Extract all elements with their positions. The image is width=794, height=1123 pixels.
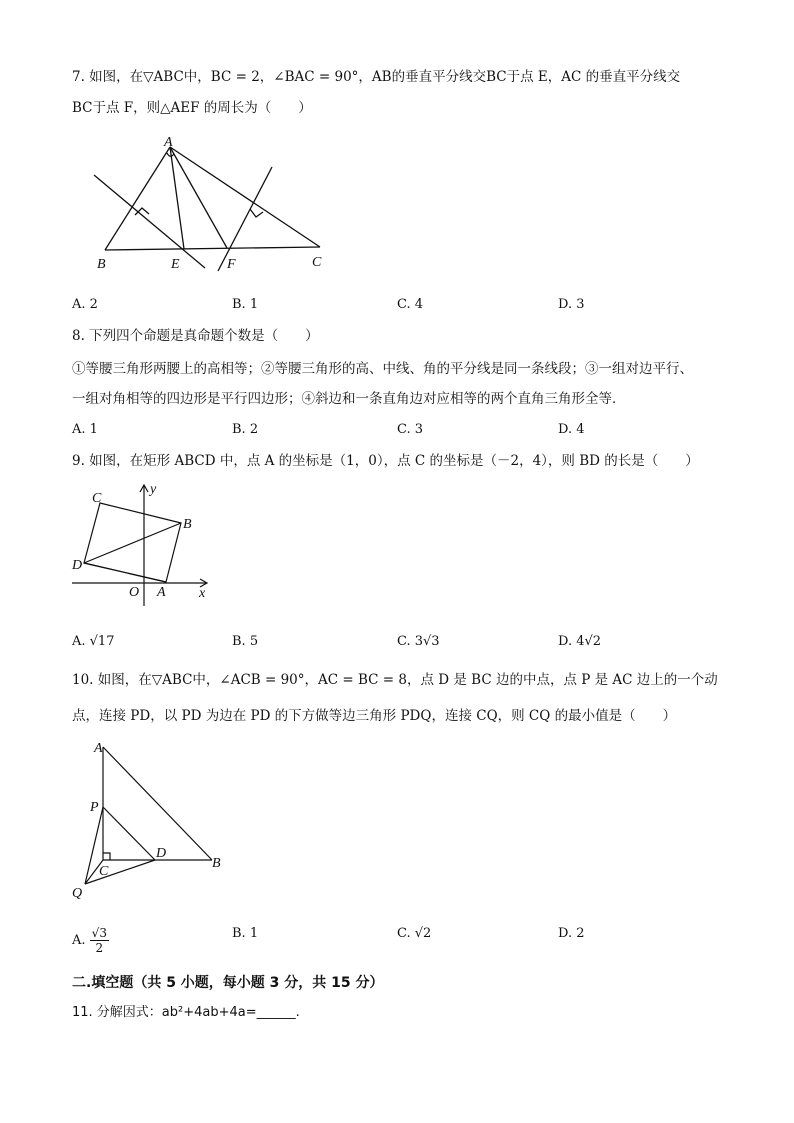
- section-2-title: 二.填空题（共 5 小题，每小题 3 分，共 15 分）: [72, 975, 384, 991]
- q7-option-a[interactable]: A. 2: [72, 297, 98, 312]
- q10-stem-line2: 点，连接 PD，以 PD 为边在 PD 的下方做等边三角形 PDQ，连接 CQ，则 CQ 的最小值是（ ）: [72, 708, 677, 724]
- q7-label-F: F: [227, 257, 236, 272]
- q10-option-c[interactable]: C. √2: [397, 926, 432, 941]
- q7-options: [72, 297, 722, 317]
- q9-option-c[interactable]: C. 3√3: [397, 634, 440, 649]
- q9-label-D: D: [72, 558, 83, 573]
- q8-option-c[interactable]: C. 3: [397, 422, 424, 437]
- q7-figure: [80, 135, 340, 275]
- q10-label-A: A: [94, 741, 103, 756]
- q7-label-E: E: [171, 257, 180, 272]
- q10-label-C: C: [99, 864, 109, 879]
- q8-option-d[interactable]: D. 4: [558, 422, 585, 437]
- q9-option-a[interactable]: A. √17: [72, 634, 115, 649]
- q7-option-b[interactable]: B. 1: [232, 297, 259, 312]
- q10-option-a-fraction: [90, 926, 109, 955]
- q7-option-c[interactable]: C. 4: [397, 297, 424, 312]
- q10-label-D: D: [156, 846, 167, 861]
- q7-stem-line2: BC于点 F，则△AEF 的周长为（ ）: [72, 100, 312, 116]
- q9-label-O: O: [129, 585, 140, 600]
- q9-stem: 9. 如图，在矩形 ABCD 中，点 A 的坐标是（1，0），点 C 的坐标是（－2，4），则 BD 的长是（ ）: [72, 453, 699, 469]
- q10-label-Q: Q: [72, 886, 83, 901]
- q7-label-B: B: [97, 257, 106, 272]
- q10-option-a[interactable]: [72, 926, 109, 955]
- q10-label-B: B: [212, 856, 221, 871]
- q8-options: [72, 422, 722, 442]
- q10-label-P: P: [90, 800, 99, 815]
- q9-options: [72, 634, 722, 654]
- q10-option-a-numerator: √3: [91, 926, 107, 940]
- q7-stem-line1: 7. 如图，在▽ABC中，BC = 2，∠BAC = 90°，AB的垂直平分线交BC于点 E，AC 的垂直平分线交: [72, 69, 681, 85]
- q8-stem: 8. 下列四个命题是真命题个数是（ ）: [72, 328, 319, 344]
- q10-option-b[interactable]: B. 1: [232, 926, 259, 941]
- q9-label-C: C: [92, 491, 102, 506]
- q9-figure: [66, 478, 226, 608]
- q8-statement-line1: ①等腰三角形两腰上的高相等；②等腰三角形的高、中线、角的平分线是同一条线段；③一组对边平行、: [72, 361, 693, 377]
- q10-figure: [66, 735, 236, 905]
- q10-option-a-prefix: A.: [72, 933, 86, 948]
- q9-label-B: B: [183, 517, 192, 532]
- q7-label-C: C: [312, 255, 322, 270]
- q8-option-b[interactable]: B. 2: [232, 422, 259, 437]
- q10-option-d[interactable]: D. 2: [558, 926, 585, 941]
- q7-label-A: A: [164, 135, 173, 150]
- q11-stem: 11. 分解因式：ab²+4ab+4a=______.: [72, 1005, 300, 1020]
- q9-option-d[interactable]: D. 4√2: [558, 634, 602, 649]
- q8-option-a[interactable]: A. 1: [72, 422, 98, 437]
- q10-options: [72, 918, 722, 954]
- q7-option-d[interactable]: D. 3: [558, 297, 585, 312]
- q9-label-A: A: [157, 585, 166, 600]
- q10-option-a-denominator: 2: [95, 941, 104, 955]
- q9-label-x: x: [199, 586, 206, 601]
- q9-label-y: y: [150, 482, 157, 497]
- q8-statement-line2: 一组对角相等的四边形是平行四边形；④斜边和一条直角边对应相等的两个直角三角形全等．: [72, 391, 626, 407]
- q10-stem-line1: 10. 如图，在▽ABC中，∠ACB = 90°，AC = BC = 8，点 D 是 BC 边的中点，点 P 是 AC 边上的一个动: [72, 672, 718, 688]
- q9-option-b[interactable]: B. 5: [232, 634, 259, 649]
